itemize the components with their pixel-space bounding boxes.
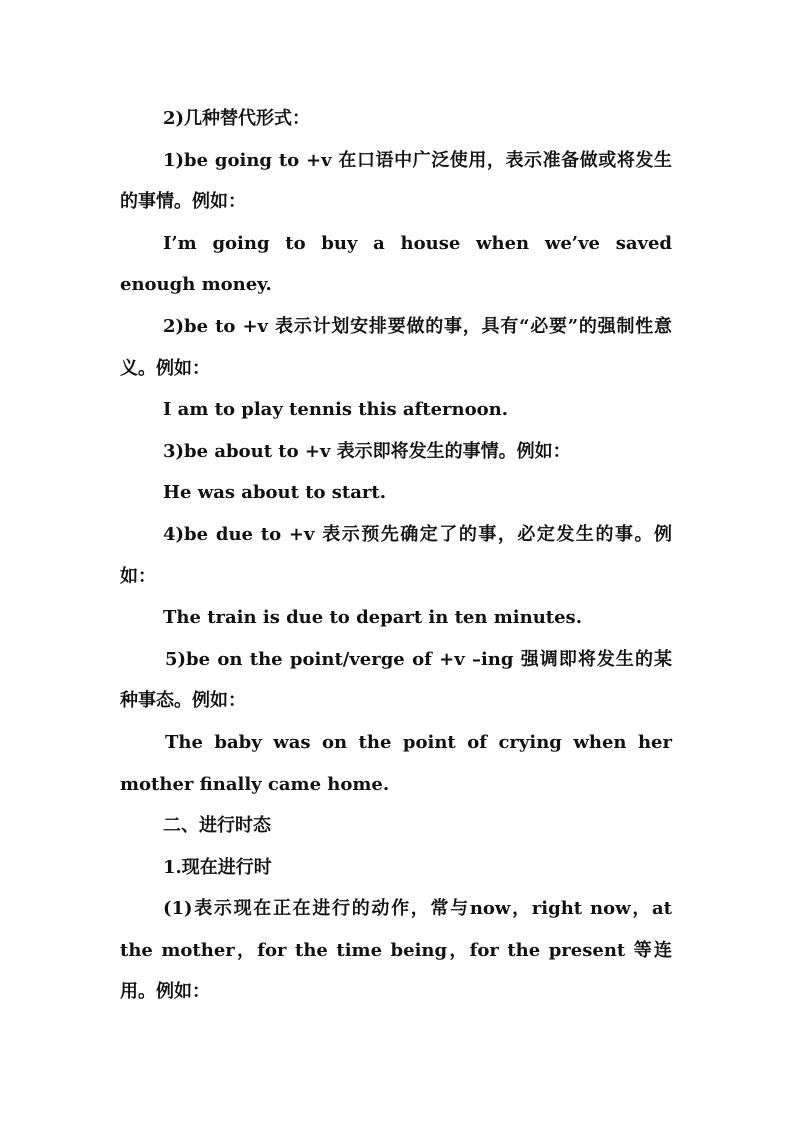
example-be-going-to: I’m going to buy a house when we’ve saved enough money. xyxy=(120,232,672,296)
subheading-present-progressive: 1.现在进行时 xyxy=(163,856,272,878)
section-heading-alternatives: 2)几种替代形式： xyxy=(163,108,311,129)
example-be-to: I am to play tennis this afternoon. xyxy=(163,399,508,421)
paragraph-be-to: 2)be to +v 表示计划安排要做的事，具有“必要”的强制性意义。例如： xyxy=(120,315,672,379)
document-page xyxy=(120,98,672,1013)
section-heading-progressive: 二、进行时态 xyxy=(163,815,271,837)
example-be-about-to: He was about to start. xyxy=(163,482,386,504)
paragraph-be-on-the-point: 5)be on the point/verge of +v –ing 强调即将发生的某种事态。例如： xyxy=(120,648,672,712)
example-be-due-to: The train is due to depart in ten minutes. xyxy=(163,607,582,629)
example-be-on-the-point: The baby was on the point of crying when her mother finally came home. xyxy=(120,731,672,795)
paragraph-be-due-to: 4)be due to +v 表示预先确定了的事，必定发生的事。例如： xyxy=(120,523,672,587)
paragraph-present-progressive-usage: (1)表示现在正在进行的动作，常与now，right now，at the mother，for the time being，for the present 等连用。例如： xyxy=(120,898,672,1003)
paragraph-be-going-to: 1)be going to +v 在口语中广泛使用，表示准备做或将发生的事情。例如： xyxy=(120,149,672,213)
paragraph-be-about-to: 3)be about to +v 表示即将发生的事情。例如： xyxy=(163,440,571,462)
